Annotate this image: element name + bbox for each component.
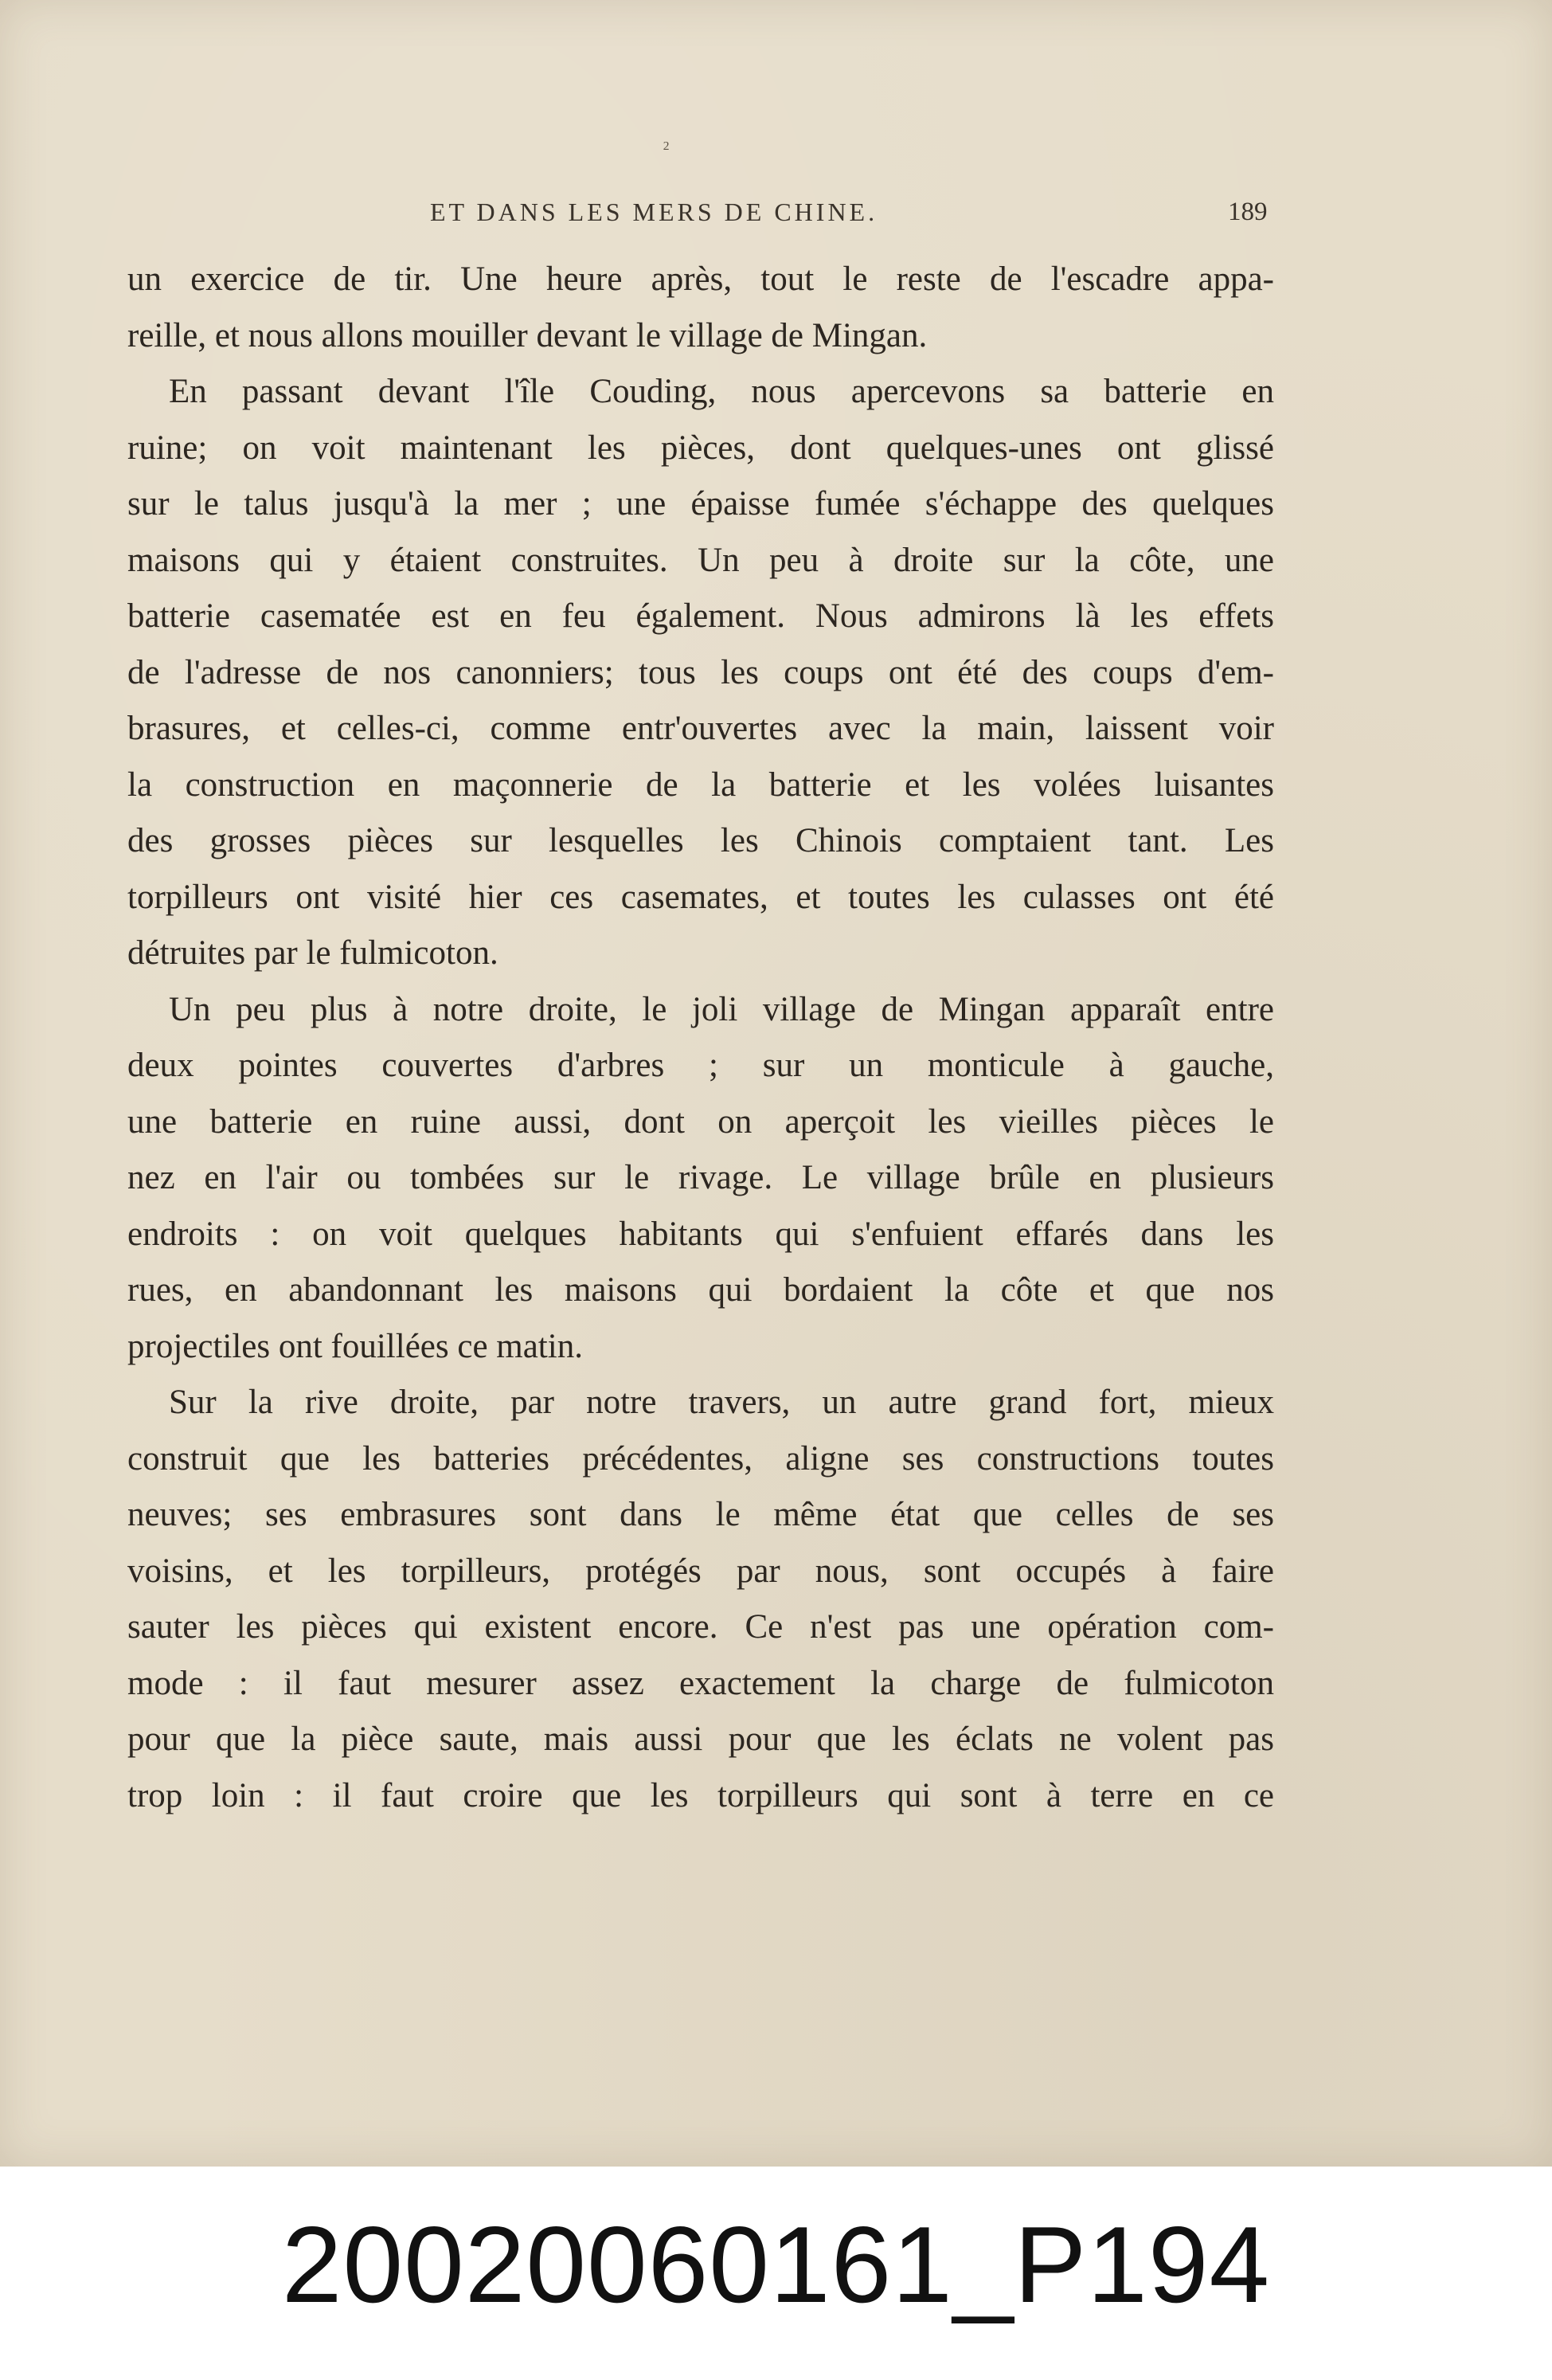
text-line: batterie casematée est en feu également. Nous admirons là les effets	[127, 597, 1274, 635]
text-line: brasures, et celles-ci, comme entr'ouvertes avec la main, laissent voir	[127, 710, 1274, 747]
paragraph	[127, 1375, 1274, 1824]
text-line: neuves; ses embrasures sont dans le même état que celles de ses	[127, 1496, 1274, 1533]
text-line: un exercice de tir. Une heure après, tout le reste de l'escadre appa-	[127, 260, 1274, 298]
page-number: 189	[1228, 198, 1268, 226]
text-line: maisons qui y étaient construites. Un peu à droite sur la côte, une	[127, 541, 1274, 579]
text-line: voisins, et les torpilleurs, protégés par nous, sont occupés à faire	[127, 1552, 1274, 1590]
text-line: la construction en maçonnerie de la batterie et les volées luisantes	[127, 765, 1274, 804]
text-line: de l'adresse de nos canonniers; tous les coups ont été des coups d'em-	[127, 653, 1274, 691]
text-line: nez en l'air ou tombées sur le rivage. Le village brûle en plusieurs	[127, 1159, 1274, 1196]
paragraph	[127, 364, 1274, 982]
text-line: trop loin : il faut croire que les torpilleurs qui sont à terre en ce	[127, 1776, 1274, 1814]
text-line: mode : il faut mesurer assez exactement la charge de fulmicoton	[127, 1664, 1274, 1702]
text-line: deux pointes couvertes d'arbres ; sur un monticule à gauche,	[127, 1047, 1274, 1084]
text-line: une batterie en ruine aussi, dont on aperçoit les vieilles pièces le	[127, 1102, 1274, 1141]
text-line: reille, et nous allons mouiller devant le village de Mingan.	[127, 316, 928, 354]
running-head	[0, 198, 1552, 229]
text-line: En passant devant l'île Couding, nous apercevons sa batterie en	[169, 373, 1274, 410]
text-line: sur le talus jusqu'à la mer ; une épaisse fumée s'échappe des quelques	[127, 485, 1274, 523]
page-top-mark: ₂	[663, 127, 670, 151]
body-text	[127, 252, 1274, 1824]
text-line: pour que la pièce saute, mais aussi pour que les éclats ne volent pas	[127, 1720, 1274, 1758]
image-caption: 20020060161_P194	[281, 2204, 1271, 2325]
running-title: ET DANS LES MERS DE CHINE.	[430, 198, 878, 226]
text-line: projectiles ont fouillées ce matin.	[127, 1327, 583, 1365]
paragraph	[127, 252, 1274, 364]
text-line: rues, en abandonnant les maisons qui bordaient la côte et que nos	[127, 1271, 1274, 1309]
text-line: ruine; on voit maintenant les pièces, dont quelques-unes ont glissé	[127, 429, 1274, 467]
text-line: détruites par le fulmicoton.	[127, 934, 498, 972]
text-line: Un peu plus à notre droite, le joli village de Mingan apparaît entre	[169, 990, 1274, 1028]
paragraph	[127, 982, 1274, 1376]
text-line: Sur la rive droite, par notre travers, un autre grand fort, mieux	[169, 1384, 1274, 1421]
text-line: endroits : on voit quelques habitants qui s'enfuient effarés dans les	[127, 1215, 1274, 1253]
text-line: des grosses pièces sur lesquelles les Chinois comptaient tant. Les	[127, 822, 1274, 859]
text-line: construit que les batteries précédentes, aligne ses constructions toutes	[127, 1439, 1274, 1478]
text-line: torpilleurs ont visité hier ces casemates, et toutes les culasses ont été	[127, 878, 1274, 916]
text-line: sauter les pièces qui existent encore. Ce n'est pas une opération com-	[127, 1608, 1274, 1646]
